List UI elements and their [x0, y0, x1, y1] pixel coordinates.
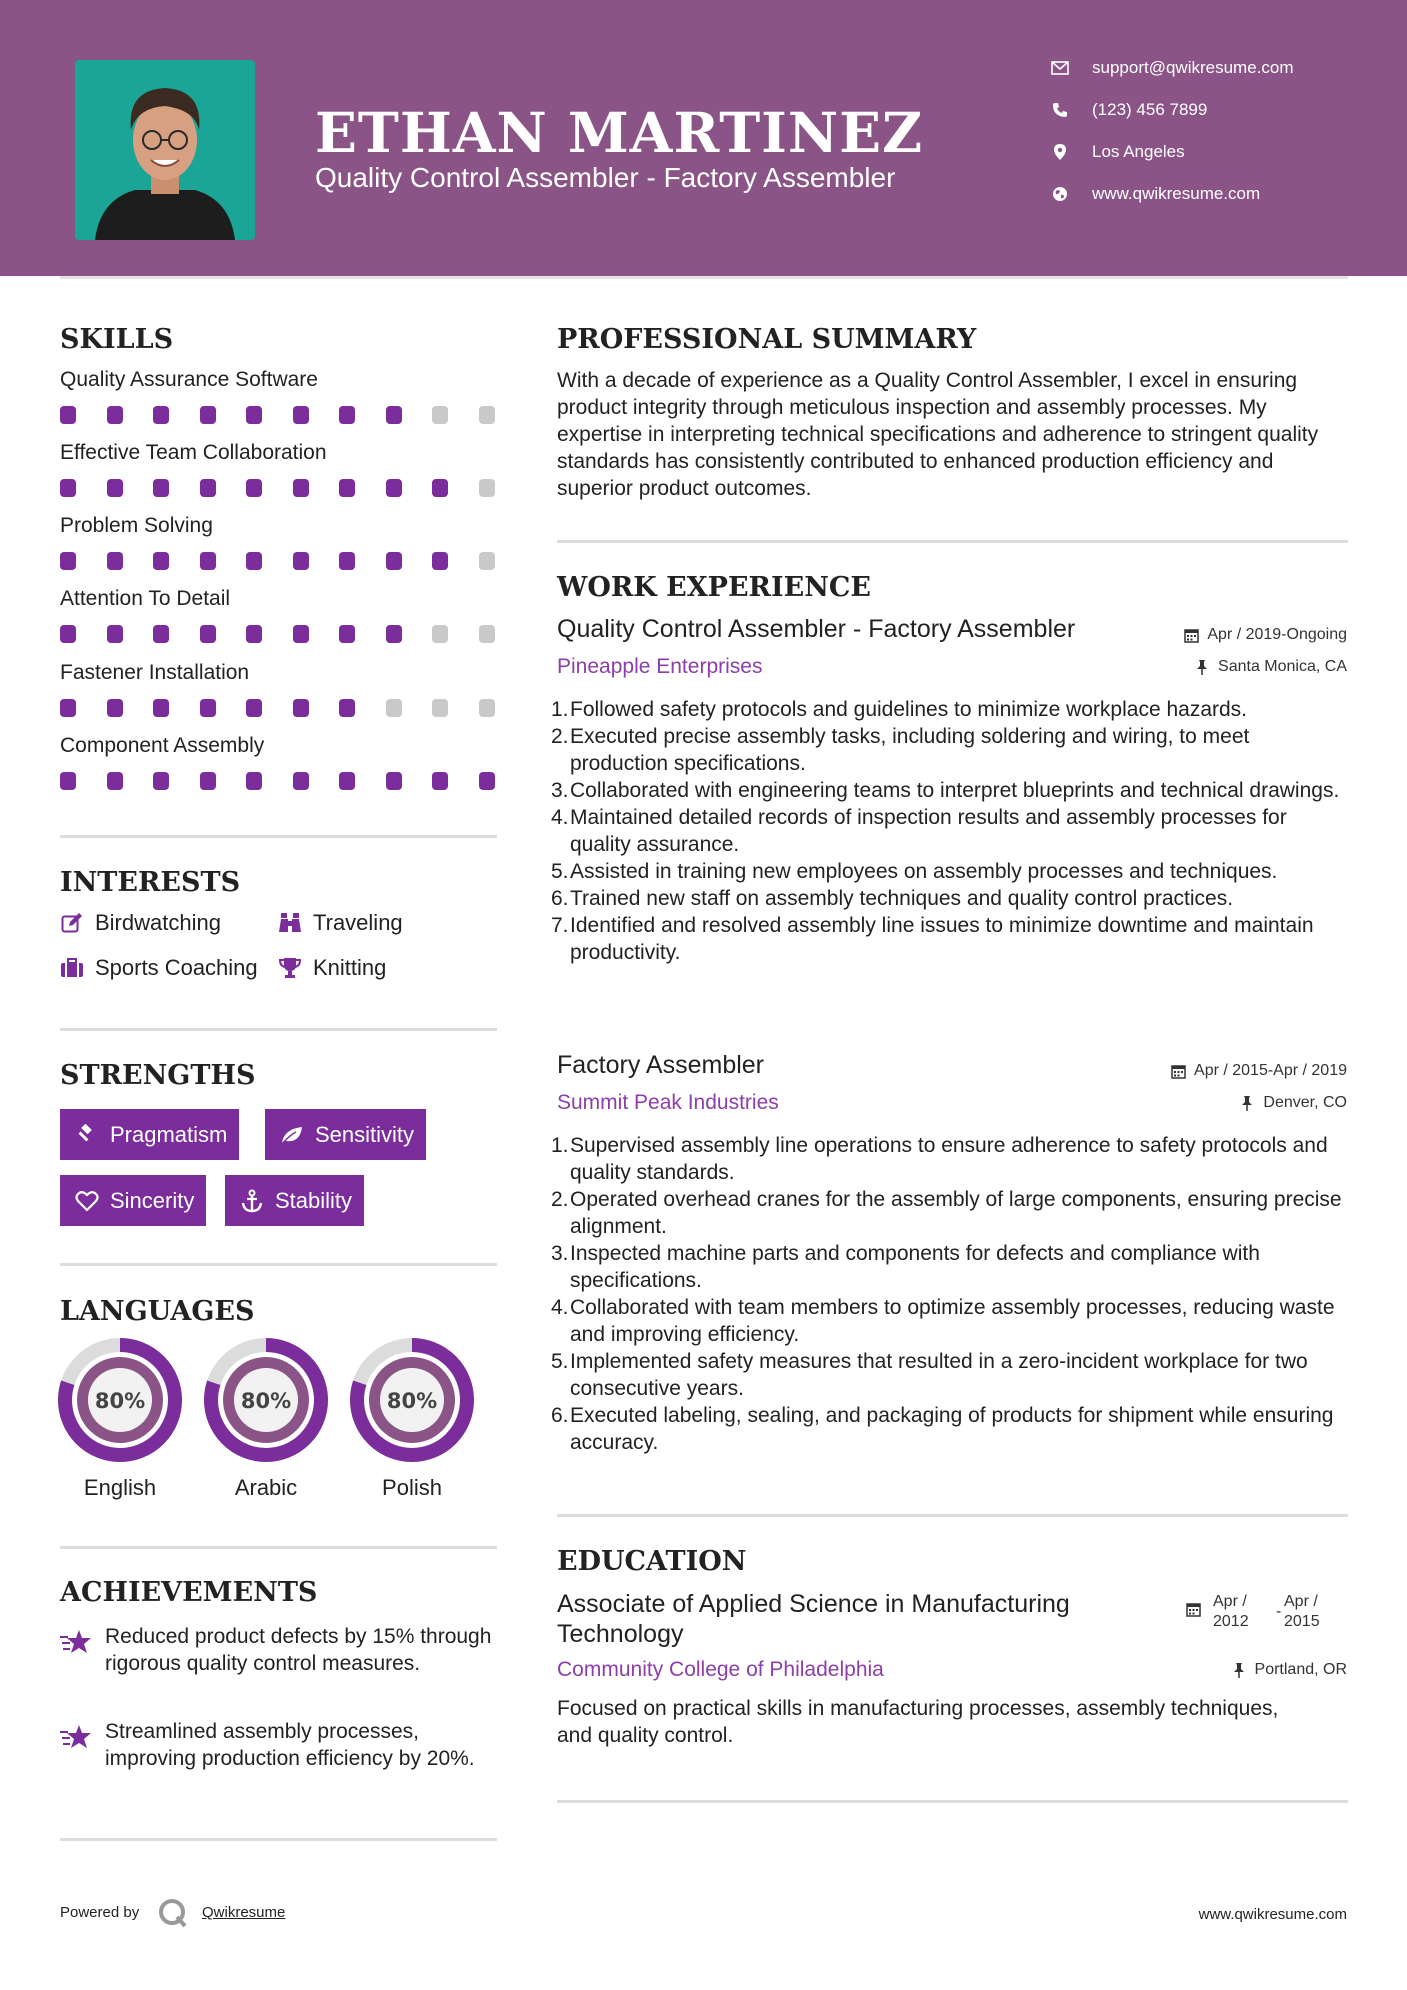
skill-dot-filled — [107, 625, 123, 643]
skill-dot-filled — [153, 479, 169, 497]
list-number: 7. — [551, 914, 569, 937]
achievements-heading: ACHIEVEMENTS — [60, 1577, 318, 1608]
skill-dot-filled — [153, 699, 169, 717]
section-divider — [60, 1546, 497, 1549]
skill-dot-filled — [60, 772, 76, 790]
skill-rating — [60, 406, 500, 424]
education-end-month: Apr / — [1284, 1593, 1318, 1610]
language-ring-svg — [58, 1338, 182, 1462]
pushpin-icon — [1194, 659, 1210, 675]
list-text: Identified and resolved assembly line issues to minimize downtime and maintain productivity. — [570, 914, 1314, 964]
anchor-icon — [239, 1188, 265, 1214]
interests-heading: INTERESTS — [60, 867, 241, 898]
list-text: Inspected machine parts and components for defects and compliance with specifications. — [570, 1242, 1260, 1292]
list-text: Assisted in training new employees on assembly processes and techniques. — [570, 860, 1278, 883]
powered-by-label: Powered by — [60, 1904, 140, 1921]
list-text: Collaborated with team members to optimize assembly processes, reducing waste and improving efficiency. — [570, 1296, 1335, 1346]
list-text: Implemented safety measures that resulted in a zero-incident workplace for two consecutive years. — [570, 1350, 1308, 1400]
list-text: Executed precise assembly tasks, including soldering and wiring, to meet production specifications. — [570, 725, 1250, 775]
interest-item — [60, 910, 221, 936]
strength-label: Sincerity — [110, 1187, 195, 1213]
strength-label: Pragmatism — [110, 1121, 228, 1147]
list-number: 6. — [551, 1404, 569, 1427]
list-text: Followed safety protocols and guidelines to minimize workplace hazards. — [570, 698, 1248, 721]
education-end-date — [1284, 1592, 1320, 1632]
skill-dot-filled — [339, 772, 355, 790]
skill-dot-empty — [479, 552, 495, 570]
pushpin-icon — [1239, 1095, 1255, 1111]
interest-label: Knitting — [313, 955, 387, 980]
calendar-icon — [1186, 1602, 1201, 1622]
list-number: 4. — [551, 1296, 569, 1319]
skill-rating — [60, 479, 500, 497]
skill-dot-filled — [153, 406, 169, 424]
education-start-year: 2012 — [1213, 1613, 1249, 1630]
strength-badge — [60, 1109, 239, 1160]
skill-dot-filled — [246, 552, 262, 570]
skill-dot-filled — [293, 625, 309, 643]
list-item — [551, 1348, 1351, 1402]
skill-dot-filled — [246, 772, 262, 790]
job-date-text: Apr / 2019-Ongoing — [1207, 626, 1347, 643]
list-item — [551, 723, 1351, 777]
skill-dot-filled — [200, 625, 216, 643]
interest-item — [60, 955, 258, 981]
list-number: 5. — [551, 1350, 569, 1373]
list-item — [551, 912, 1351, 966]
language-name: Arabic — [234, 1475, 298, 1500]
skill-rating — [60, 552, 500, 570]
education-start-month: Apr / — [1213, 1593, 1247, 1610]
pushpin-icon — [1231, 1662, 1247, 1678]
skill-dot-filled — [107, 772, 123, 790]
skill-dot-filled — [339, 625, 355, 643]
list-item — [551, 696, 1351, 723]
job-location — [1194, 658, 1347, 676]
list-number: 4. — [551, 806, 569, 829]
skill-dot-empty — [479, 699, 495, 717]
skill-dot-filled — [339, 479, 355, 497]
skill-dot-filled — [293, 552, 309, 570]
list-number: 2. — [551, 725, 569, 748]
language-ring — [204, 1338, 328, 1462]
brand-link[interactable]: Qwikresume — [202, 1904, 286, 1921]
skill-dot-filled — [246, 699, 262, 717]
education-location-text: Portland, OR — [1254, 1661, 1347, 1678]
job-responsibilities — [551, 1132, 1351, 1456]
skill-rating — [60, 625, 500, 643]
ring-label: 80% — [386, 1389, 438, 1413]
skill-rating — [60, 772, 500, 790]
skills-heading: SKILLS — [60, 324, 174, 355]
job-date — [1183, 626, 1347, 644]
skill-name: Quality Assurance Software — [60, 368, 318, 391]
interest-item — [278, 910, 403, 936]
strength-label: Stability — [275, 1187, 353, 1213]
skill-dot-filled — [293, 699, 309, 717]
gavel-icon — [74, 1122, 100, 1148]
list-number: 6. — [551, 887, 569, 910]
contact-email[interactable] — [1050, 58, 1294, 78]
skill-dot-filled — [386, 406, 402, 424]
summary-text: With a decade of experience as a Quality Control Assembler, I excel in ensuring product integrity through meticulous inspection and assembly processes. My expertise in interpreting technical specifications and adherence to stringent quality standards has consistently contributed to enhanced production efficiency and superior product outcomes. — [557, 369, 1319, 500]
job-responsibilities — [551, 696, 1351, 966]
skill-name: Effective Team Collaboration — [60, 441, 327, 464]
list-text: Executed labeling, sealing, and packaging of products for shipment while ensuring accuracy. — [570, 1404, 1334, 1454]
contact-email-text: support@qwikresume.com — [1092, 58, 1294, 77]
skill-dot-empty — [479, 479, 495, 497]
list-number: 2. — [551, 1188, 569, 1211]
skill-dot-filled — [107, 406, 123, 424]
skill-dot-filled — [107, 552, 123, 570]
skill-dot-filled — [60, 699, 76, 717]
list-item — [551, 1402, 1351, 1456]
skill-dot-filled — [386, 625, 402, 643]
strength-badge — [265, 1109, 426, 1160]
heart-icon — [74, 1188, 100, 1214]
list-number: 1. — [551, 1134, 569, 1157]
skill-dot-empty — [432, 699, 448, 717]
skill-name: Attention To Detail — [60, 587, 231, 610]
skill-dot-empty — [432, 625, 448, 643]
skill-dot-filled — [107, 479, 123, 497]
calendar-icon — [1183, 627, 1199, 643]
achievement-item — [60, 1623, 500, 1713]
candidate-name: ETHAN MARTINEZ — [315, 100, 924, 165]
degree-title-line2: Technology — [557, 1620, 684, 1648]
list-number: 1. — [551, 698, 569, 721]
skill-dot-filled — [386, 479, 402, 497]
skill-dot-filled — [200, 772, 216, 790]
education-start-date — [1213, 1592, 1249, 1632]
education-description: Focused on practical skills in manufacturing processes, assembly techniques, and quality control. — [557, 1697, 1279, 1747]
job-date — [1170, 1062, 1347, 1080]
pencil-square-icon — [60, 911, 84, 935]
list-text: Collaborated with engineering teams to interpret blueprints and technical drawings. — [570, 779, 1340, 802]
skill-dot-filled — [386, 772, 402, 790]
skill-dot-filled — [246, 625, 262, 643]
envelope-icon — [1050, 58, 1070, 78]
section-divider — [60, 835, 497, 838]
skill-dot-empty — [432, 406, 448, 424]
list-text: Supervised assembly line operations to ensure adherence to safety protocols and quality standards. — [570, 1134, 1328, 1184]
language-ring-svg — [350, 1338, 474, 1462]
job-location — [1239, 1094, 1347, 1112]
skill-dot-filled — [153, 625, 169, 643]
skill-dot-empty — [479, 625, 495, 643]
skill-dot-filled — [432, 772, 448, 790]
language-ring — [350, 1338, 474, 1462]
skill-dot-filled — [293, 406, 309, 424]
skill-dot-filled — [432, 552, 448, 570]
contact-phone-text: (123) 456 7899 — [1092, 100, 1208, 119]
ring-label: 80% — [94, 1389, 146, 1413]
star-icon — [60, 1629, 92, 1655]
list-number: 3. — [551, 1242, 569, 1265]
list-text: Operated overhead cranes for the assembly of large components, ensuring precise alignment. — [570, 1188, 1342, 1238]
job-location-text: Santa Monica, CA — [1218, 658, 1347, 675]
location-pin-icon — [1050, 142, 1070, 162]
company-name: Pineapple Enterprises — [557, 655, 763, 678]
language-name: Polish — [382, 1475, 442, 1500]
education-date-separator: - — [1276, 1603, 1282, 1620]
job-location-text: Denver, CO — [1263, 1094, 1347, 1111]
contact-phone[interactable] — [1050, 100, 1207, 120]
skill-dot-filled — [60, 479, 76, 497]
skill-name: Fastener Installation — [60, 661, 250, 684]
degree-title-line1: Associate of Applied Science in Manufacturing — [557, 1590, 1070, 1618]
profile-photo — [75, 60, 255, 240]
list-item — [551, 777, 1351, 804]
contact-website-text: www.qwikresume.com — [1092, 184, 1261, 203]
qwikresume-logo-icon — [158, 1898, 188, 1933]
list-number: 3. — [551, 779, 569, 802]
resume-header — [0, 0, 1407, 276]
achievement-text: Reduced product defects by 15% through rigorous quality control measures. — [105, 1625, 492, 1675]
phone-icon — [1050, 100, 1070, 120]
section-divider — [557, 540, 1348, 543]
interest-item — [278, 955, 386, 981]
trophy-icon — [278, 956, 302, 980]
education-heading: EDUCATION — [557, 1546, 747, 1577]
list-item — [551, 1294, 1351, 1348]
candidate-title: Quality Control Assembler - Factory Assembler — [315, 162, 896, 193]
contact-location — [1050, 142, 1185, 162]
skill-rating — [60, 699, 500, 717]
language-name: English — [83, 1475, 157, 1500]
work-heading: WORK EXPERIENCE — [557, 572, 871, 603]
skill-dot-empty — [479, 406, 495, 424]
skill-dot-filled — [339, 699, 355, 717]
section-divider — [60, 1838, 497, 1841]
list-item — [551, 858, 1351, 885]
list-item — [551, 804, 1351, 858]
list-number: 5. — [551, 860, 569, 883]
school-name: Community College of Philadelphia — [557, 1658, 884, 1681]
skill-dot-filled — [432, 479, 448, 497]
strengths-heading: STRENGTHS — [60, 1060, 256, 1091]
contact-website[interactable] — [1050, 184, 1260, 204]
skill-dot-filled — [479, 772, 495, 790]
ring-label: 80% — [240, 1389, 292, 1413]
interest-label: Traveling — [313, 910, 403, 935]
skill-dot-filled — [293, 772, 309, 790]
skill-dot-filled — [200, 699, 216, 717]
skill-dot-filled — [200, 552, 216, 570]
section-divider — [60, 1028, 497, 1031]
languages-heading: LANGUAGES — [60, 1296, 255, 1327]
star-icon — [60, 1724, 92, 1750]
binoculars-icon — [278, 911, 302, 935]
skill-dot-filled — [339, 552, 355, 570]
section-divider — [60, 1263, 497, 1266]
section-divider — [557, 1514, 1348, 1517]
skill-dot-filled — [153, 552, 169, 570]
list-item — [551, 1132, 1351, 1186]
skill-dot-filled — [293, 479, 309, 497]
achievement-text: Streamlined assembly processes, improving production efficiency by 20%. — [105, 1720, 475, 1770]
header-divider — [60, 276, 1348, 279]
skill-dot-filled — [107, 699, 123, 717]
strength-badge — [60, 1175, 206, 1226]
skill-dot-filled — [386, 552, 402, 570]
job-title: Quality Control Assembler - Factory Assembler — [557, 615, 1076, 643]
skill-dot-filled — [200, 479, 216, 497]
skill-dot-filled — [60, 406, 76, 424]
skill-dot-filled — [153, 772, 169, 790]
contact-location-text: Los Angeles — [1092, 142, 1185, 161]
job-title: Factory Assembler — [557, 1051, 765, 1079]
footer-website[interactable]: www.qwikresume.com — [1198, 1906, 1347, 1923]
education-location — [1231, 1661, 1347, 1679]
interest-label: Sports Coaching — [95, 955, 258, 980]
strength-badge — [225, 1175, 364, 1226]
skill-dot-filled — [60, 552, 76, 570]
company-name: Summit Peak Industries — [557, 1091, 779, 1114]
skill-dot-filled — [200, 406, 216, 424]
skill-dot-filled — [339, 406, 355, 424]
skill-dot-empty — [386, 699, 402, 717]
leaf-icon — [279, 1122, 305, 1148]
language-ring — [58, 1338, 182, 1462]
calendar-icon — [1170, 1063, 1186, 1079]
briefcase-icon — [60, 956, 84, 980]
globe-icon — [1050, 184, 1070, 204]
skill-dot-filled — [246, 406, 262, 424]
language-ring-svg — [204, 1338, 328, 1462]
list-text: Trained new staff on assembly techniques and quality control practices. — [570, 887, 1234, 910]
skill-dot-filled — [246, 479, 262, 497]
list-item — [551, 1240, 1351, 1294]
list-item — [551, 885, 1351, 912]
skill-name: Component Assembly — [60, 734, 265, 757]
list-text: Maintained detailed records of inspection results and assembly processes for quality assurance. — [570, 806, 1287, 856]
skill-dot-filled — [60, 625, 76, 643]
list-item — [551, 1186, 1351, 1240]
interest-label: Birdwatching — [95, 910, 221, 935]
section-divider — [557, 1800, 1348, 1803]
education-end-year: 2015 — [1284, 1613, 1320, 1630]
summary-heading: PROFESSIONAL SUMMARY — [557, 324, 977, 355]
job-date-text: Apr / 2015-Apr / 2019 — [1194, 1062, 1347, 1079]
skill-name: Problem Solving — [60, 514, 213, 537]
achievement-item — [60, 1718, 500, 1808]
strength-label: Sensitivity — [315, 1121, 415, 1147]
